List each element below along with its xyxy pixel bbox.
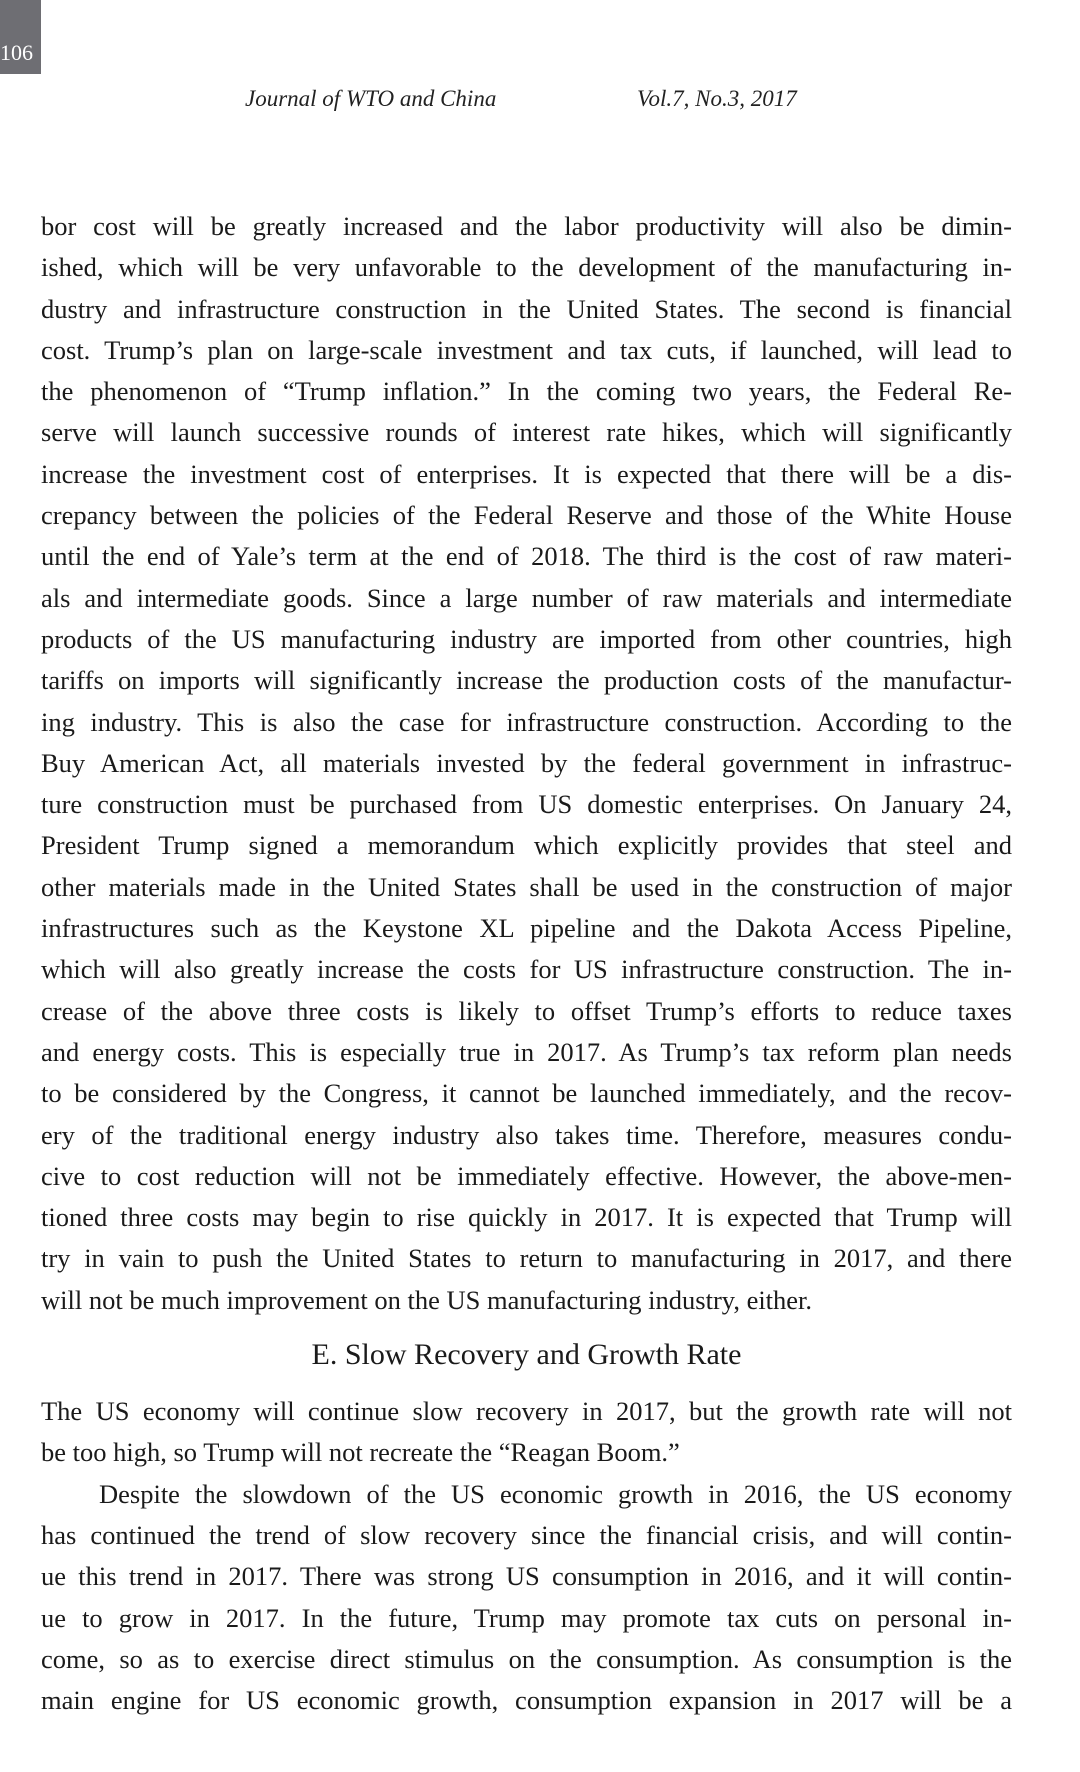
text-line: ished, which will be very unfavorable to the development of the manufacturing in-: [41, 252, 1012, 283]
text-line: tioned three costs may begin to rise quickly in 2017. It is expected that Trump will: [41, 1202, 1012, 1233]
text-line: which will also greatly increase the costs for US infrastructure construction. The in-: [41, 954, 1012, 985]
text-line: cost. Trump’s plan on large-scale investment and tax cuts, if launched, will lead to: [41, 334, 1012, 365]
text-line: ing industry. This is also the case for infrastructure construction. According to the: [41, 706, 1012, 737]
text-line: ue to grow in 2017. In the future, Trump may promote tax cuts on personal in-: [41, 1602, 1012, 1633]
text-line: bor cost will be greatly increased and the labor productivity will also be dimin-: [41, 211, 1012, 241]
text-line: come, so as to exercise direct stimulus on the consumption. As consumption is the: [41, 1643, 1012, 1674]
text-line: als and intermediate goods. Since a large number of raw materials and intermediate: [41, 582, 1012, 613]
page-number-tab: [0, 0, 41, 74]
text-line: ery of the traditional energy industry also takes time. Therefore, measures condu-: [41, 1119, 1012, 1150]
text-line: cive to cost reduction will not be immediately effective. However, the above-men-: [41, 1160, 1012, 1191]
volume-info: Vol.7, No.3, 2017: [637, 86, 797, 111]
text-line: serve will launch successive rounds of interest rate hikes, which will significantly: [41, 417, 1012, 448]
text-line: ture construction must be purchased from US domestic enterprises. On January 24,: [41, 789, 1012, 820]
text-line: try in vain to push the United States to return to manufacturing in 2017, and there: [41, 1243, 1012, 1274]
section-heading: E. Slow Recovery and Growth Rate: [311, 1338, 742, 1372]
text-line: increase the investment cost of enterprises. It is expected that there will be a dis-: [41, 458, 1012, 489]
text-line: ue this trend in 2017. There was strong US consumption in 2016, and it will contin-: [41, 1561, 1012, 1592]
text-line: other materials made in the United States shall be used in the construction of major: [41, 871, 1012, 902]
text-line: and energy costs. This is especially true in 2017. As Trump’s tax reform plan needs: [41, 1036, 1012, 1067]
paragraph-costs: [41, 206, 1012, 1321]
paragraph-intro: [41, 1391, 1012, 1474]
text-line: to be considered by the Congress, it cannot be launched immediately, and the recov-: [41, 1078, 1012, 1109]
journal-title: Journal of WTO and China: [245, 86, 497, 111]
text-line: products of the US manufacturing industry are imported from other countries, high: [41, 623, 1012, 654]
text-line: main engine for US economic growth, consumption expansion in 2017 will be a: [41, 1685, 1012, 1716]
text-line: the phenomenon of “Trump inflation.” In the coming two years, the Federal Re-: [41, 376, 1012, 407]
text-line: crease of the above three costs is likely to offset Trump’s efforts to reduce taxes: [41, 995, 1012, 1026]
text-line: dustry and infrastructure construction in the United States. The second is financial: [41, 293, 1012, 324]
text-line: will not be much improvement on the US manufacturing industry, either.: [41, 1284, 813, 1315]
text-line: be too high, so Trump will not recreate the “Reagan Boom.”: [41, 1437, 680, 1468]
text-line: crepancy between the policies of the Federal Reserve and those of the White House: [41, 500, 1012, 531]
text-line: infrastructures such as the Keystone XL pipeline and the Dakota Access Pipeline,: [41, 913, 1012, 944]
paragraph-economy: [41, 1474, 1012, 1722]
text-line: until the end of Yale’s term at the end of 2018. The third is the cost of raw materi-: [41, 541, 1012, 572]
text-line: Despite the slowdown of the US economic growth in 2016, the US economy: [99, 1478, 1012, 1509]
page-number: 106: [0, 40, 33, 65]
text-line: has continued the trend of slow recovery since the financial crisis, and will contin-: [41, 1519, 1012, 1550]
article-body: [41, 206, 1012, 1721]
text-line: The US economy will continue slow recovery in 2017, but the growth rate will not: [41, 1396, 1012, 1427]
text-line: Buy American Act, all materials invested by the federal government in infrastruc-: [41, 747, 1012, 778]
text-line: tariffs on imports will significantly increase the production costs of the manufactur-: [41, 665, 1012, 696]
text-line: President Trump signed a memorandum which explicitly provides that steel and: [41, 830, 1012, 861]
